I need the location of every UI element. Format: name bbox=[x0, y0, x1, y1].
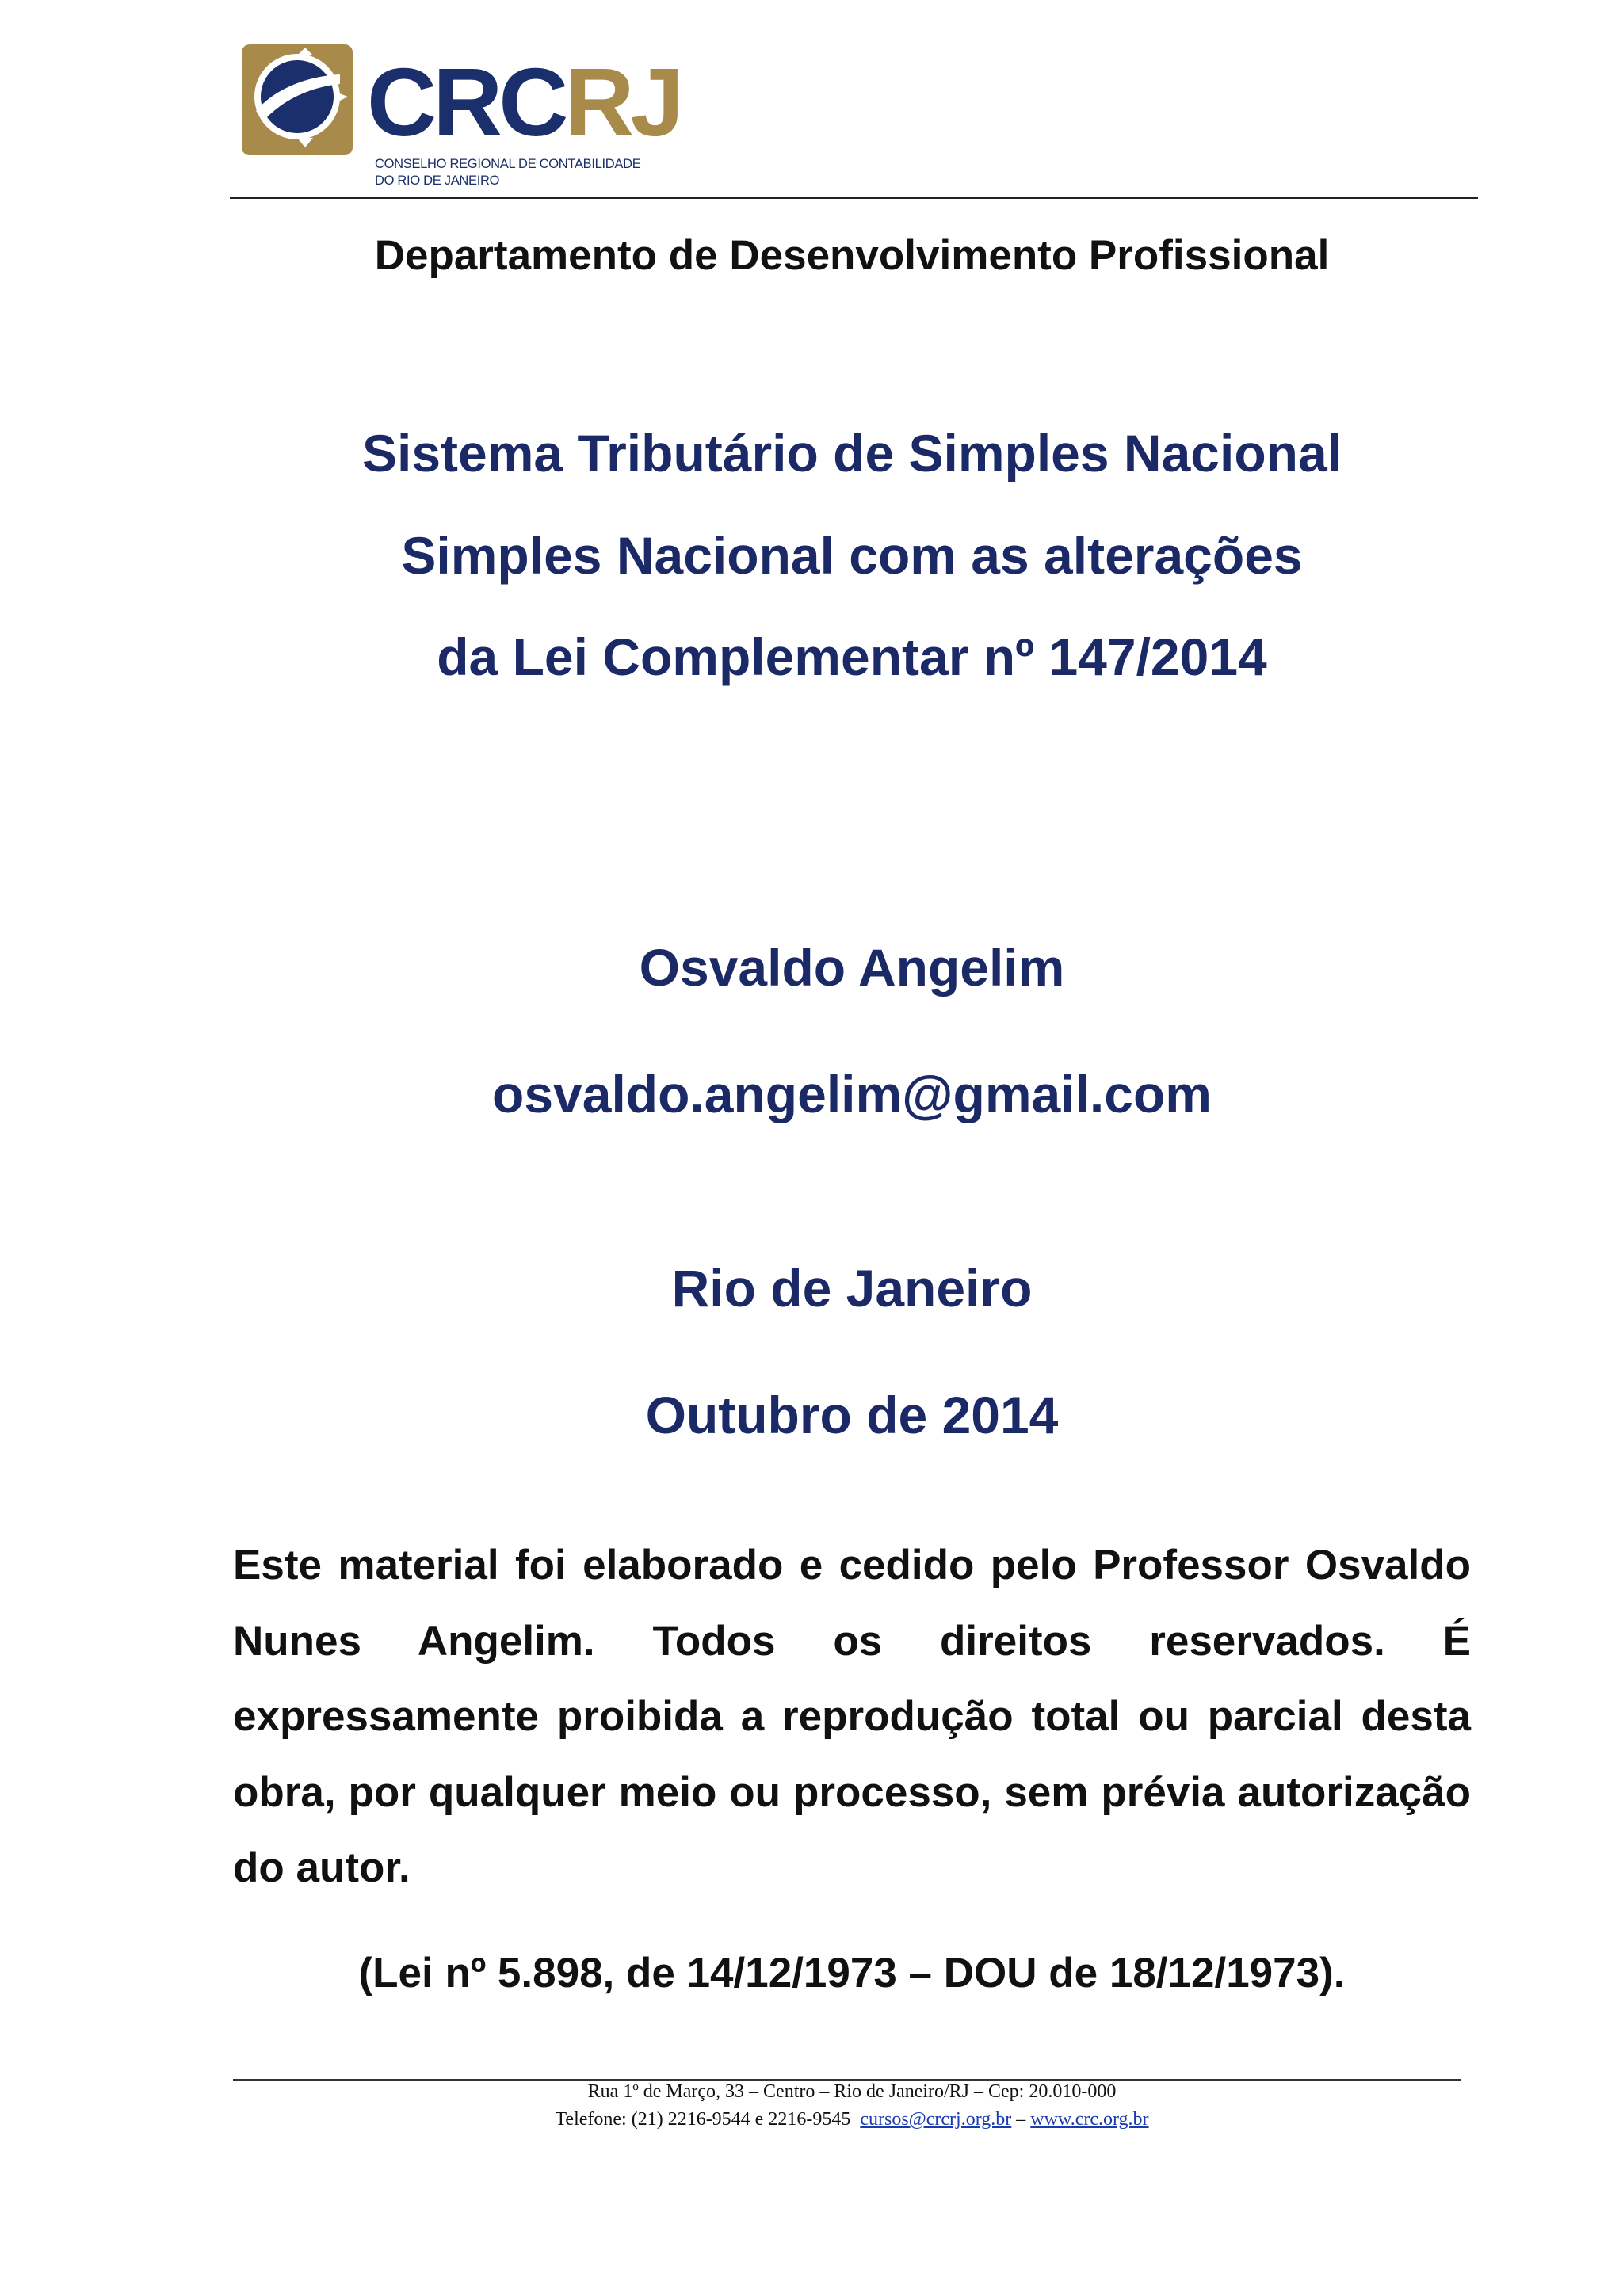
logo-subtitle-line2: DO RIO DE JANEIRO bbox=[375, 174, 500, 188]
crcrj-logo bbox=[242, 44, 681, 195]
title-line-3: da Lei Complementar nº 147/2014 bbox=[437, 627, 1267, 686]
header-divider bbox=[230, 197, 1478, 199]
publication-date: Outubro de 2014 bbox=[645, 1386, 1059, 1444]
city: Rio de Janeiro bbox=[671, 1259, 1033, 1318]
footer-web-link[interactable]: www.crc.org.br bbox=[1030, 2109, 1149, 2130]
title-line-1: Sistema Tributário de Simples Nacional bbox=[361, 424, 1342, 482]
law-reference: (Lei nº 5.898, de 14/12/1973 – DOU de 18/12/1973). bbox=[358, 1950, 1346, 1997]
crcrj-emblem-icon bbox=[242, 44, 353, 155]
department-heading: Departamento de Desenvolvimento Profissional bbox=[374, 232, 1330, 279]
footer-divider bbox=[233, 2079, 1461, 2081]
author-email: osvaldo.angelim@gmail.com bbox=[492, 1065, 1212, 1123]
footer-separator: – bbox=[1016, 2109, 1026, 2130]
author-name: Osvaldo Angelim bbox=[639, 938, 1065, 997]
rights-notice: Este material foi elaborado e cedido pelo Professor Osvaldo Nunes Angelim. Todos os direitos reservados. É expressamente proibida a reprodução total ou parcial desta obra, por qualquer meio ou processo, sem prévia autorização do autor. bbox=[233, 1542, 1471, 1891]
footer-address: Rua 1º de Março, 33 – Centro – Rio de Janeiro/RJ – Cep: 20.010-000 bbox=[587, 2081, 1117, 2102]
footer-phone: Telefone: (21) 2216-9544 e 2216-9545 bbox=[555, 2109, 851, 2130]
logo-subtitle bbox=[375, 156, 640, 189]
footer-contact bbox=[0, 2109, 1623, 2130]
footer-email-link[interactable]: cursos@crcrj.org.br bbox=[860, 2109, 1012, 2130]
logo-rj: RJ bbox=[564, 48, 681, 156]
logo-wordmark bbox=[367, 48, 681, 156]
logo-subtitle-line1: CONSELHO REGIONAL DE CONTABILIDADE bbox=[375, 157, 641, 171]
logo-crc: CRC bbox=[367, 48, 565, 156]
title-line-2: Simples Nacional com as alterações bbox=[401, 526, 1303, 585]
